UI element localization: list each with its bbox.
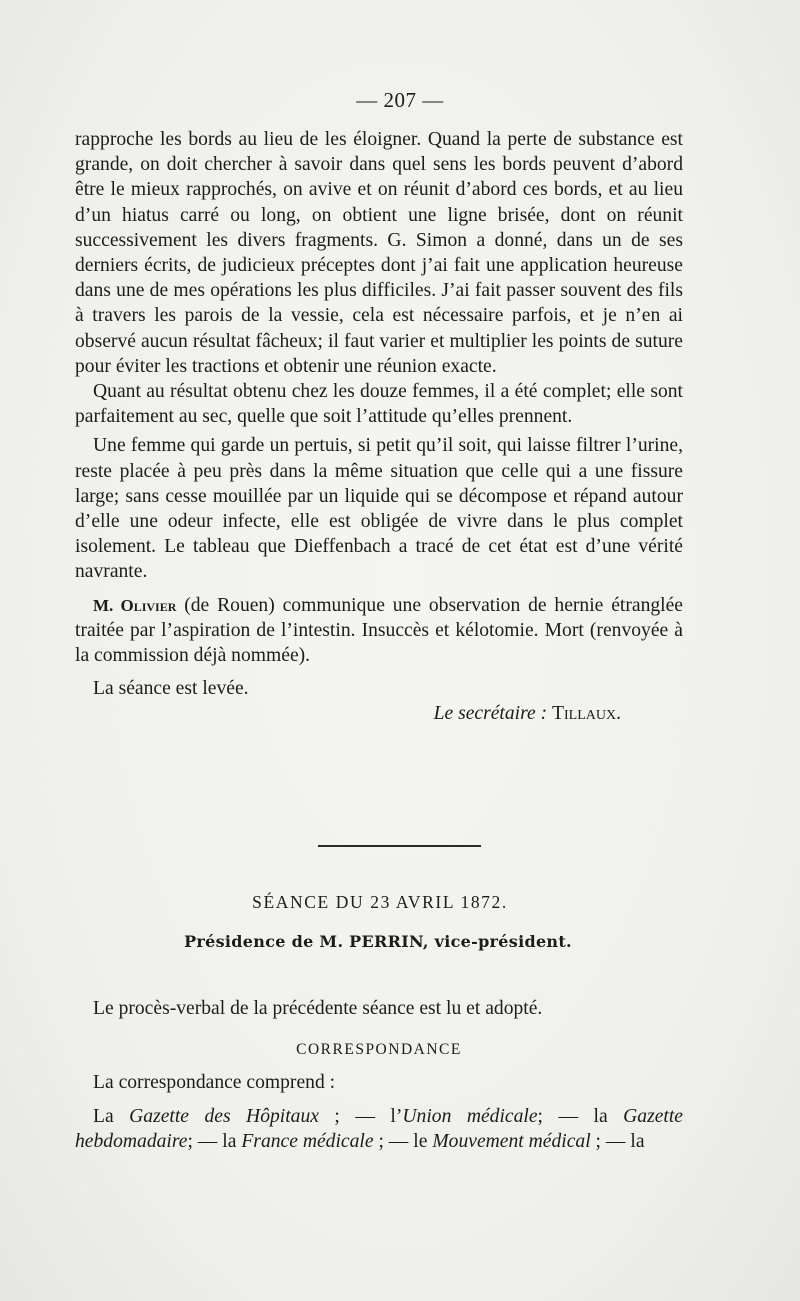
proces-verbal-line: Le procès-verbal de la précédente séance est lu et adopté. [93, 998, 543, 1019]
olivier-communication: (de Rouen) communique une observation de hernie étranglée traitée par l’aspiration de l’intestin. Insuccès et kélotomie. Mort (renvoyée à la commission déjà nommée). [75, 594, 683, 667]
journal-france-medicale: France médicale [241, 1130, 374, 1152]
list-text: La [93, 1105, 130, 1127]
list-text: ; — la [590, 1130, 645, 1152]
correspondence-heading: CORRESPONDANCE [296, 1041, 462, 1059]
presidency-line: Présidence de M. PERRIN, vice-président. [184, 932, 572, 951]
list-text: ; — le [373, 1130, 433, 1152]
author-name-olivier: M. Olivier [93, 595, 177, 615]
correspondence-list [75, 1104, 683, 1154]
paragraph-sutures: rapproche les bords au lieu de les éloigner. Quand la perte de substance est grande, on doit chercher à savoir dans quel sens les bords peuvent d’abord être le mieux rapprochés, on avive et on réunit d’abord ces bords, et au lieu d’un hiatus carré ou long, on obtient une ligne brisée, dont on réunit successivement les divers fragments. G. Simon a donné, dans un de ses derniers écrits, de judicieux préceptes dont j’ai fait une application heureuse dans une de mes opérations les plus difficiles. J’ai fait passer souvent des fils à travers les parois de la vessie, cela est nécessaire parfois, et je n’en ai observé aucun résultat fâcheux; il faut varier et multiplier les points de suture pour éviter les tractions et obtenir une réunion exacte. [75, 129, 683, 377]
page-number: — 207 — [356, 88, 444, 112]
correspondence-intro: La correspondance comprend : [93, 1072, 336, 1094]
main-text-column [75, 127, 683, 727]
signature-label: Le secrétaire : [433, 703, 548, 725]
journal-gazette-hebdomadaire: Gazette hebdomadaire [75, 1105, 683, 1152]
section-divider [318, 845, 481, 847]
paragraph-results: Quant au résultat obtenu chez les douze femmes, il a été complet; elle sont parfaitement au sec, quelle que soit l’attitude qu’elles prennent. [75, 381, 683, 428]
signature-name: Tillaux. [552, 703, 621, 725]
minutes-column [75, 996, 683, 1154]
session-title: SÉANCE DU 23 AVRIL 1872. [252, 892, 508, 912]
journal-mouvement-medical: Mouvement médical [432, 1130, 591, 1152]
paragraph-fistula: Une femme qui garde un pertuis, si petit qu’il soit, qui laisse filtrer l’urine, reste placée à peu près dans la même situation que celle qui a une fissure large; sans cesse mouillée par un liquide qui se décompose et répand autour d’elle une odeur infecte, elle est obligée de vivre dans le plus complet isolement. Le tableau que Dieffenbach a tracé de cet état est d’une vérité navrante. [75, 435, 683, 583]
paragraph-olivier [75, 593, 683, 669]
list-text: ; — l’ [318, 1105, 403, 1127]
list-text: ; — la [537, 1105, 624, 1127]
paragraph-session-closed: La séance est levée. [93, 678, 249, 700]
list-text: ; — la [187, 1130, 242, 1152]
journal-gazette-hopitaux: Gazette des Hôpitaux [129, 1105, 319, 1127]
journal-union-medicale: Union médicale [402, 1105, 538, 1127]
secretary-signature [75, 701, 683, 726]
